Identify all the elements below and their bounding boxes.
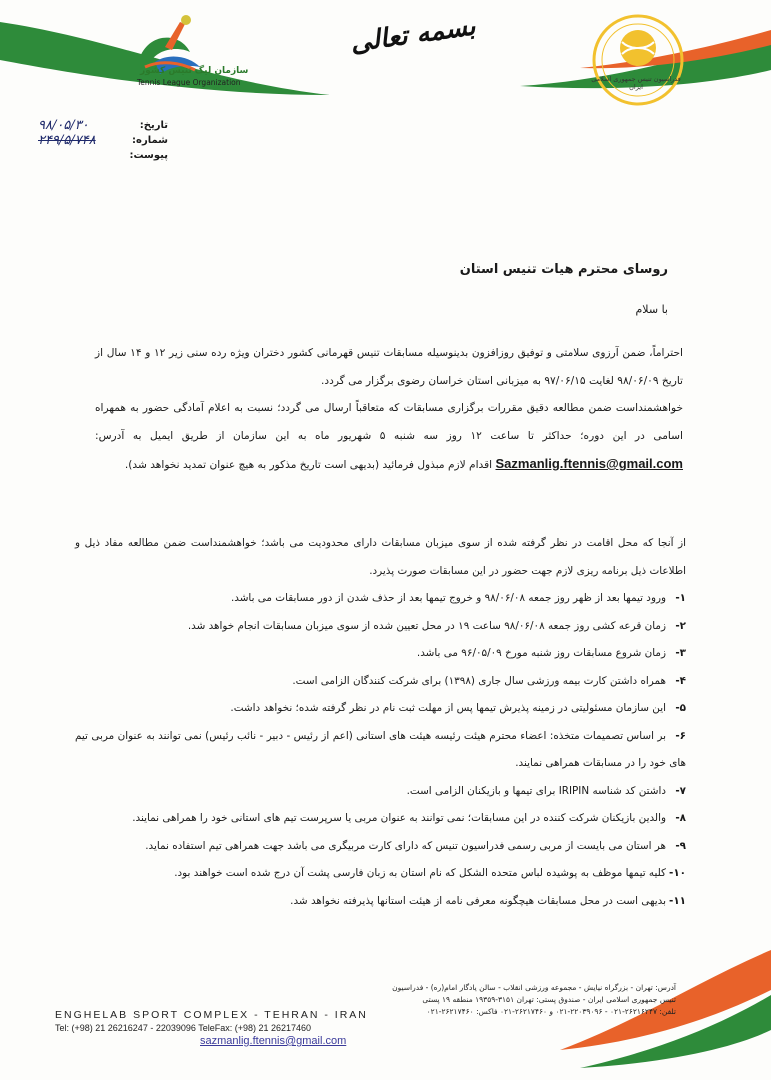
- federation-name-fa: فدراسیون تنیس جمهوری اسلامی ایران: [591, 75, 681, 91]
- item-number: ۴-: [675, 674, 686, 687]
- list-item: [75, 805, 686, 833]
- date-row: [38, 118, 168, 133]
- date-value: ۹۸/۰۵/۳۰: [38, 118, 89, 133]
- paragraph-accommodation: از آنجا که محل اقامت در نظر گرفته شده از سوی میزبان مسابقات دارای محدودیت می باشد؛ خواهشمنداست ضمن مطالعه مفاد ذیل و اطلاعات ذیل برنامه ریزی لازم جهت حضور در این مسابقات صورت پذیرد.: [75, 537, 686, 577]
- item-text: هر استان می بایست از مربی رسمی فدراسیون تنیس که دارای کارت مربیگری می باشد جهت همراهی تیم استفاده نماید.: [145, 839, 666, 852]
- item-number: ۱-: [675, 592, 686, 604]
- list-item: [75, 640, 686, 668]
- list-item: [75, 833, 686, 861]
- letter-body: [95, 340, 683, 480]
- item-number: ۳-: [675, 647, 686, 659]
- number-value: ۲۴۹/۵/۷۴۸: [38, 133, 96, 148]
- item-number: ۷-: [675, 784, 686, 797]
- attachment-row: [38, 148, 168, 163]
- list-item: [75, 723, 686, 778]
- list-item: [75, 695, 686, 723]
- item-text: داشتن کد شناسه IRIPIN برای تیمها و بازیکنان الزامی است.: [406, 784, 666, 797]
- item-number: ۵-: [675, 702, 686, 714]
- paragraph-request-a: خواهشمنداست ضمن مطالعه دقیق مقررات برگزاری مسابقات که متعاقباً ارسال می گردد؛ نسبت به اعلام آمادگی حضور به همهراه اسامی در این دوره؛ حداکثر تا ساعت ۱۲ روز سه شنبه ۵ شهریور ماه به این سازمان از طریق ایمیل به آدرس:: [95, 402, 683, 442]
- item-text: بدیهی است در محل مسابقات هیچگونه معرفی نامه از هیئت استانها پذیرفته نخواهد شد.: [290, 894, 666, 907]
- attachment-label: پیوست:: [129, 150, 168, 161]
- bismillah-heading: بسمه تعالی: [348, 11, 478, 59]
- league-name-fa: سازمان لیگ تنیس کشور: [140, 66, 249, 76]
- list-item: [75, 778, 686, 806]
- item-number: ۱۱-: [668, 894, 686, 907]
- list-item: [75, 668, 686, 696]
- footer-address-fa: [392, 982, 676, 1018]
- number-label: شماره:: [132, 135, 168, 146]
- item-text: این سازمان مسئولیتی در زمینه پذیرش تیمها پس از مهلت ثبت نام در نظر گرفته شده؛ نخواهد داشت.: [230, 702, 666, 714]
- list-item: [75, 860, 686, 888]
- footer-email-link[interactable]: sazmanlig.ftennis@gmail.com: [200, 1035, 347, 1047]
- item-number: ۱۰-: [668, 867, 686, 879]
- item-number: ۶-: [675, 729, 686, 742]
- item-text: بر اساس تصمیمات متخذه: اعضاء محترم هیئت رئیسه هیئت های استانی (اعم از رئیس - دبیر - نائب رئیس) نمی توانند به عنوان مربی تیم های خود را در مسابقات همراهی نمایند.: [75, 729, 686, 769]
- item-text: زمان شروع مسابقات روز شنبه مورخ ۹۶/۰۵/۰۹ می باشد.: [416, 647, 666, 659]
- list-item: [75, 888, 686, 916]
- date-label: تاریخ:: [139, 120, 168, 131]
- number-row: [38, 133, 168, 148]
- footer-address-line-2: تنیس جمهوری اسلامی ایران - صندوق پستی: تهران ۳۱۵۱-۱۹۳۵۹ منطقه ۱۹ پستی: [422, 995, 676, 1004]
- paragraph-intro: احتراماً، ضمن آرزوی سلامتی و توفیق روزافزون بدینوسیله مسابقات تنیس قهرمانی کشور دختران ویژه رده سنی زیر ۱۲ و ۱۴ سال از تاریخ ۹۸/۰۶/۰۹ لغایت ۹۷/۰۶/۱۵ به میزبانی استان خراسان رضوی برگزار می گردد.: [95, 347, 683, 387]
- footer-address-line-3: تلفن: ۲۶۲۱۶۲۴۷-۰۲۱ - ۲۲۰۳۹۰۹۶-۰۲۱ و ۲۶۲۱۷۴۶۰-۰۲۱ فاکس: ۲۶۲۱۷۴۶۰-۰۲۱: [426, 1007, 676, 1016]
- federation-seal-icon: [590, 12, 686, 108]
- item-text: همراه داشتن کارت بیمه ورزشی سال جاری (۱۳۹۸) برای شرکت کنندگان الزامی است.: [292, 674, 666, 687]
- recipient-line: روسای محترم هیات تنیس استان: [459, 262, 668, 277]
- item-number: ۹-: [675, 839, 686, 852]
- list-item: [75, 585, 686, 613]
- letter-meta: [38, 118, 168, 163]
- item-number: ۲-: [675, 619, 686, 632]
- league-name-en: Tennis League Organization: [137, 78, 241, 87]
- footer-address-en: ENGHELAB SPORT COMPLEX - TEHRAN - IRAN: [55, 1009, 368, 1021]
- greeting-line: با سلام: [635, 303, 668, 316]
- paragraph-request: [95, 395, 683, 480]
- email-inline-link[interactable]: Sazmanlig.ftennis@gmail.com: [495, 456, 683, 471]
- item-number: ۸-: [675, 812, 686, 824]
- list-item: [75, 613, 686, 641]
- item-text: کلیه تیمها موظف به پوشیده لباس متحده الشکل که نام استان به زبان فارسی پشت آن درج شده است خواهند بود.: [174, 867, 666, 879]
- item-text: ورود تیمها بعد از ظهر روز جمعه ۹۸/۰۶/۰۸ و خروج تیمها بعد از حذف شدن از دور مسابقات می باشد.: [230, 592, 666, 604]
- footer-address-line-1: آدرس: تهران - بزرگراه نیایش - مجموعه ورزشی انقلاب - سالن یادگار امام(ره) - فدراسیون: [392, 983, 676, 992]
- footer-telephone: Tel: (+98) 21 26216247 - 22039096 TeleFax: (+98) 21 26217460: [55, 1023, 312, 1033]
- item-text: والدین بازیکنان شرکت کننده در این مسابقات؛ نمی توانند به عنوان مربی یا سرپرست تیم های استانی خود را همراهی نمایند.: [132, 812, 666, 824]
- conditions-list: [75, 530, 686, 915]
- item-text: زمان قرعه کشی روز جمعه ۹۸/۰۶/۰۸ ساعت ۱۹ در محل تعیین شده از سوی میزبان مسابقات انجام خواهد شد.: [187, 619, 666, 632]
- paragraph-request-b: اقدام لازم مبذول فرمائید (بدیهی است تاریخ مذکور به هیچ عنوان تمدید نخواهد شد).: [124, 459, 493, 471]
